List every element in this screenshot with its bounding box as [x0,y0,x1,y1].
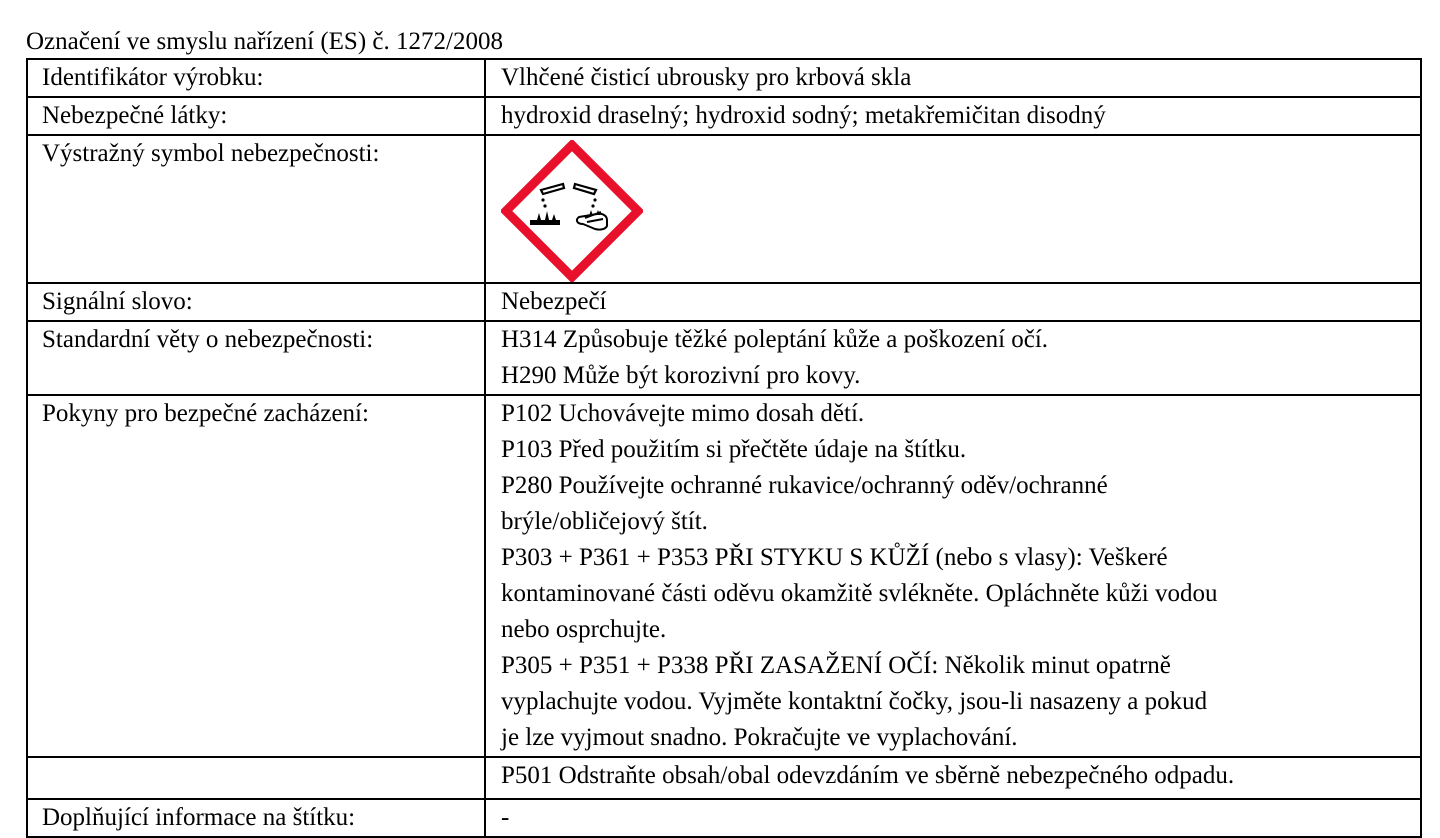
row-hazard-statements [27,321,1421,395]
row-supplemental-info [27,799,1421,837]
precaution-line: vyplachujte vodou. Vyjměte kontaktní čočky, jsou-li nasazeny a pokud [501,688,1208,715]
disposal-statement-value: P501 Odstraňte obsah/obal odevzdáním ve sběrně nebezpečného odpadu. [485,757,1421,799]
precaution-line: P103 Před použitím si přečtěte údaje na štítku. [501,436,967,463]
supplemental-info-value: - [485,799,1421,837]
hazard-pictogram-cell [485,135,1421,283]
hazard-statement-line: H290 Může být korozivní pro kovy. [501,362,861,389]
document-heading: Označení ve smyslu nařízení (ES) č. 1272/2008 [26,28,503,55]
hazard-statements-value [485,321,1421,395]
hazard-pictogram-label: Výstražný symbol nebezpečnosti: [27,135,485,283]
corrosion-pictogram-icon [501,140,643,282]
hazard-statement-line: H314 Způsobuje těžké poleptání kůže a poškození očí. [501,326,1049,353]
row-disposal-statement [27,757,1421,799]
precaution-line: P305 + P351 + P338 PŘI ZASAŽENÍ OČÍ: Několik minut opatrně [501,652,1171,679]
product-identifier-value: Vlhčené čisticí ubrousky pro krbová skla [485,59,1421,97]
hazard-label-table [26,58,1422,838]
precautionary-statements-value [485,395,1421,757]
precaution-line: kontaminované části oděvu okamžitě svlékněte. Opláchněte kůži vodou [501,580,1218,607]
precaution-line: P280 Používejte ochranné rukavice/ochranný oděv/ochranné [501,472,1108,499]
disposal-empty-cell [27,757,485,799]
precautionary-statements-label: Pokyny pro bezpečné zacházení: [27,395,485,757]
supplemental-info-label: Doplňující informace na štítku: [27,799,485,837]
hazardous-substances-value: hydroxid draselný; hydroxid sodný; metakřemičitan disodný [485,97,1421,135]
signal-word-label: Signální slovo: [27,283,485,321]
precaution-line: nebo osprchujte. [501,616,667,643]
row-hazard-pictogram [27,135,1421,283]
precaution-line: P303 + P361 + P353 PŘI STYKU S KŮŽÍ (nebo s vlasy): Veškeré [501,544,1168,571]
precaution-line: je lze vyjmout snadno. Pokračujte ve vyplachování. [501,724,1018,751]
row-precautionary-statements [27,395,1421,757]
row-product-identifier [27,59,1421,97]
signal-word-value: Nebezpečí [485,283,1421,321]
product-identifier-label: Identifikátor výrobku: [27,59,485,97]
row-signal-word [27,283,1421,321]
precaution-line: P102 Uchovávejte mimo dosah dětí. [501,400,865,427]
hazard-statements-label: Standardní věty o nebezpečnosti: [27,321,485,395]
precaution-line: brýle/obličejový štít. [501,508,708,535]
row-hazardous-substances [27,97,1421,135]
hazardous-substances-label: Nebezpečné látky: [27,97,485,135]
